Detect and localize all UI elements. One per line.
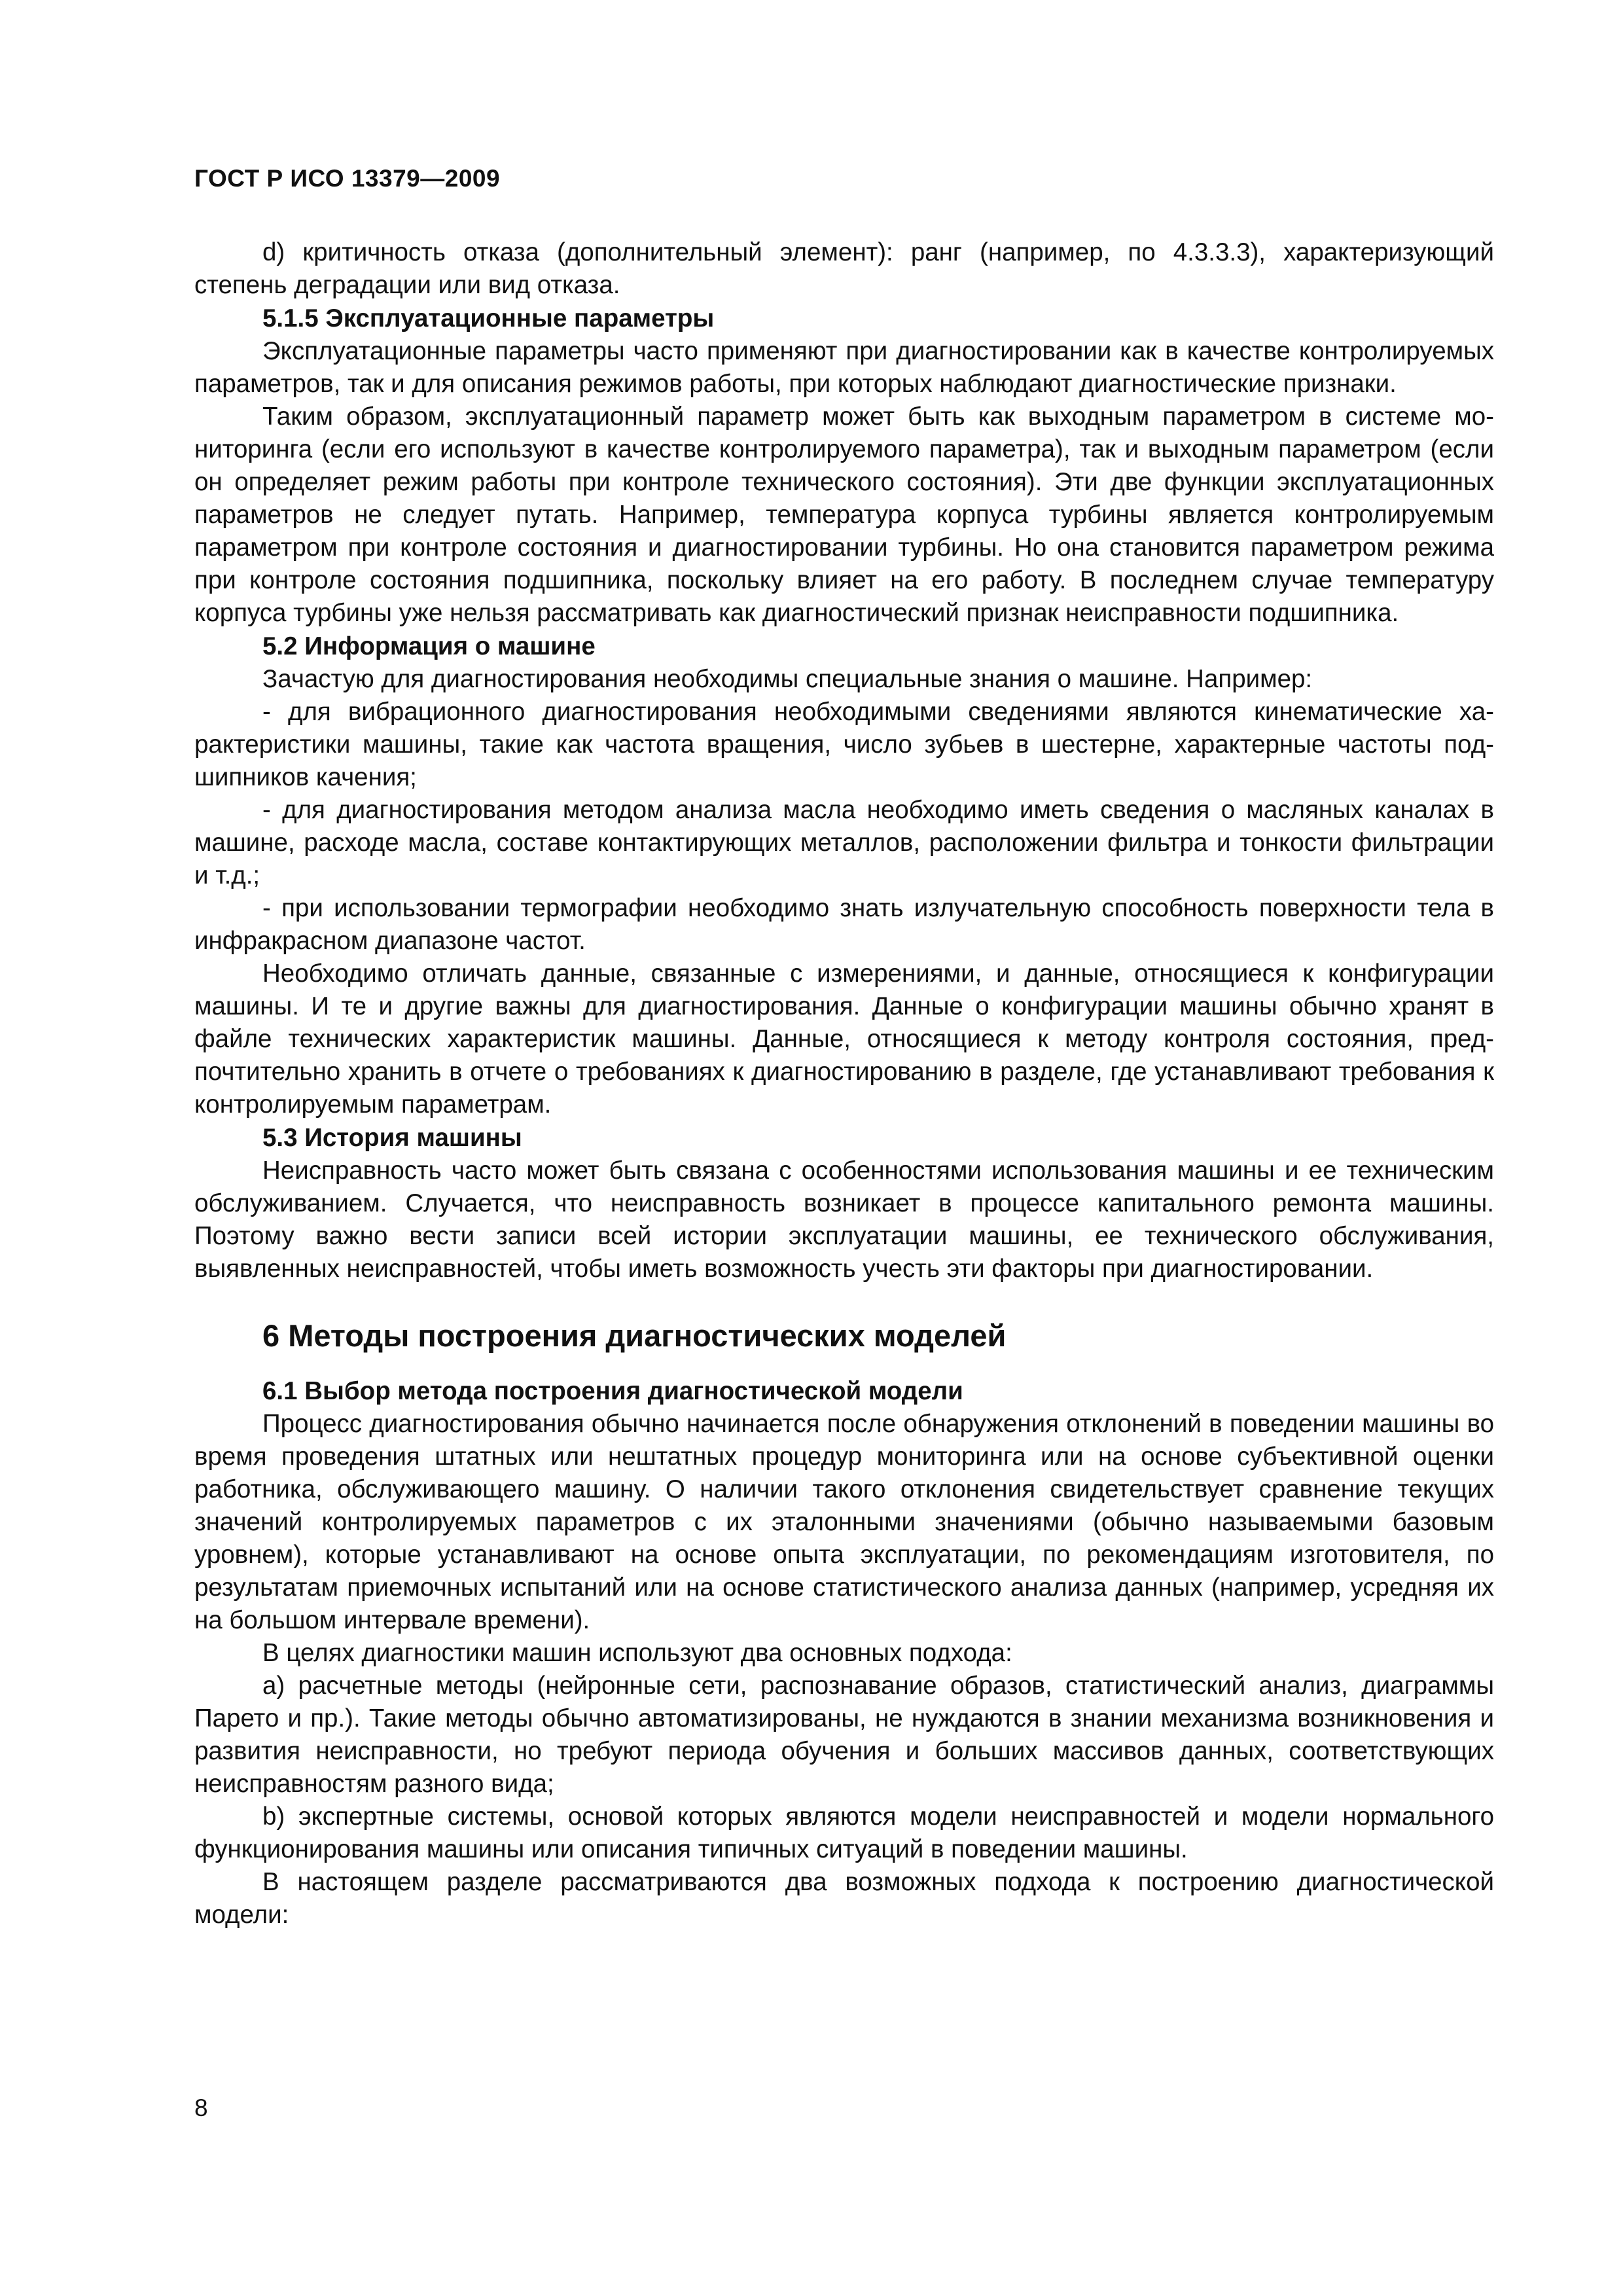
list-item-vibration: - для вибрационного диагностирования необходимыми сведениями являются кинематические характеристики машины, такие как частота вращения, число зубьев в шестерне, характерные частоты подшипников качения; — [194, 698, 1494, 791]
paragraph-5-1-5-b: Таким образом, эксплуатационный параметр может быть как выходным параметром в системе мониторинга (если его используют в качестве контролируемого параметра), так и выходным параметром (если он определяет режим работы при контроле технического состояния). Эти две функции эксплуатационных параметров не следует путать. Например, температура корпуса турбины является контролируемым параметром при контроле состояния и диагностировании турбины. Но она становится параметром режима при контроле состояния подшипника, поскольку влияет на его работу. В последнем случае температуру корпуса турбины уже нельзя рассматривать как диагностический признак неисправности подшипника. — [194, 403, 1494, 627]
list-item-computational-methods: a) расчетные методы (нейронные сети, распознавание образов, статистический анализ, диаграммы Парето и пр.). Такие методы обычно автоматизированы, не нуждаются в знании механизма возникновения и развития неисправности, но требуют периода обучения и больших массивов данных, соответствующих неисправностям разного вида; — [194, 1672, 1494, 1798]
paragraph-criticality: d) критичность отказа (дополнительный элемент): ранг (например, по 4.3.3.3), характеризующий степень деградации или вид отказа. — [194, 238, 1494, 299]
heading-5-1-5: 5.1.5 Эксплуатационные параметры — [262, 304, 715, 332]
paragraph-6-1-a: Процесс диагностирования обычно начинается после обнаружения отклонений в поведении машины во время проведения штатных или нештатных процедур мониторинга или на основе субъективной оценки работника, обслуживающего машину. О наличии такого отклонения свидетельствует сравнение текущих значений контролируемых параметров с их эталонными значениями (обычно называемыми базовым уровнем), которые устанавливают на основе опыта эксплуатации, по рекомендациям изготовителя, по результатам приемочных испытаний или на основе статистического анализа данных (например, усредняя их на большом интервале времени). — [194, 1410, 1494, 1634]
heading-6-1: 6.1 Выбор метода построения диагностической модели — [262, 1377, 963, 1405]
paragraph-5-3-a: Неисправность часто может быть связана с особенностями использования машины и ее техническим обслуживанием. Случается, что неисправность возникает в процессе капитального ремонта машины. Поэтому важно вести записи всей истории эксплуатации машины, ее технического обслуживания, выявленных неисправностей, чтобы иметь возможность учесть эти факторы при диагностировании. — [194, 1157, 1494, 1283]
heading-section-6: 6 Методы построения диагностических моделей — [262, 1318, 1007, 1353]
paragraph-5-2-e: Необходимо отличать данные, связанные с измерениями, и данные, относящиеся к конфигурации машины. И те и другие важны для диагностирования. Данные о конфигурации машины обычно хранят в файле технических характеристик машины. Данные, относящиеся к методу контроля состояния, предпочтительно хранить в отчете о требованиях к диагностированию в разделе, где устанавливают требования к контролируемым параметрам. — [194, 960, 1494, 1119]
paragraph-6-1-e: В настоящем разделе рассматриваются два возможных подхода к построению диагностической модели: — [194, 1868, 1494, 1929]
paragraph-6-1-b: В целях диагностики машин используют два основных подхода: — [262, 1639, 1012, 1667]
paragraph-5-2-a: Зачастую для диагностирования необходимы специальные знания о машине. Например: — [262, 665, 1313, 693]
heading-5-3: 5.3 История машины — [262, 1124, 522, 1152]
list-item-oil-analysis: - для диагностирования методом анализа масла необходимо иметь сведения о масляных каналах в машине, расходе масла, составе контактирующих металлов, расположении фильтра и тонкости фильтрации и т.д.; — [194, 796, 1494, 889]
list-item-expert-systems: b) экспертные системы, основой которых являются модели неисправностей и модели нормального функционирования машины или описания типичных ситуаций в поведении машины. — [194, 1803, 1494, 1863]
page-content — [194, 236, 1494, 1931]
page-number: 8 — [194, 2094, 208, 2121]
list-item-thermography: - при использовании термографии необходимо знать излучательную способность поверхности тела в инфракрасном диапазоне частот. — [194, 894, 1494, 955]
paragraph-5-1-5-a: Эксплуатационные параметры часто применяют при диагностировании как в качестве контролируемых параметров, так и для описания режимов работы, при которых наблюдают диагностические признаки. — [194, 337, 1494, 398]
document-code-header: ГОСТ Р ИСО 13379—2009 — [194, 165, 501, 192]
heading-5-2: 5.2 Информация о машине — [262, 632, 596, 660]
